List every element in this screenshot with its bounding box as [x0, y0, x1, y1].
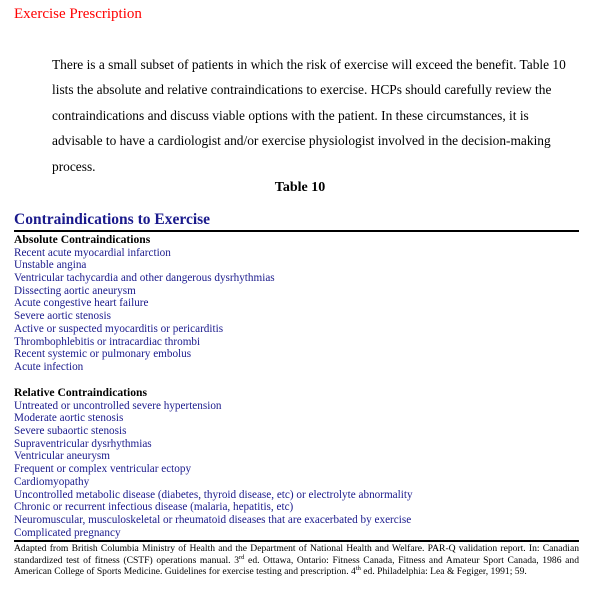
list-item: Untreated or uncontrolled severe hypertension	[14, 399, 222, 412]
list-item: Dissecting aortic aneurysm	[14, 284, 136, 297]
list-item: Neuromuscular, musculoskeletal or rheumatoid diseases that are exacerbated by exercise	[14, 513, 412, 526]
group-heading: Absolute Contraindications	[14, 233, 151, 246]
list-item: Acute infection	[14, 360, 84, 373]
source-text: ed. Ottawa, Ontario: Fitness Canada, Fitness and Amateur Sport Canada, 1986 and American College of Sports Medicine. Guidelines for exercise testing and prescription. 4	[14, 554, 579, 578]
superscript: th	[355, 565, 361, 572]
list-item: Acute congestive heart failure	[14, 297, 149, 310]
source-text: Adapted from British Columbia Ministry of Health and the Department of National Health and Welfare. PAR-Q validation report. In: Canadian standardized test of fitness (CSTF) operations manual. 3	[14, 543, 579, 566]
section-title: Exercise Prescription	[14, 6, 142, 22]
list-item: Ventricular tachycardia and other dangerous dysrhythmias	[14, 272, 275, 284]
source-text: ed. Philadelphia: Lea & Fegiger, 1991; 59.	[360, 566, 527, 578]
list-item: Unstable angina	[14, 259, 87, 272]
list-item: Recent acute myocardial infarction	[14, 246, 171, 259]
list-item: Recent systemic or pulmonary embolus	[14, 348, 192, 361]
table-caption: Table 10	[274, 180, 326, 195]
table-bottom-rule	[14, 540, 579, 542]
absolute-contraindications-group	[14, 234, 275, 374]
list-item: Cardiomyopathy	[14, 475, 90, 488]
list-item: Complicated pregnancy	[14, 526, 121, 539]
relative-contraindications-group	[14, 387, 413, 539]
list-item: Uncontrolled metabolic disease (diabetes, thyroid disease, etc) or electrolyte abnormality	[14, 488, 413, 501]
list-item: Moderate aortic stenosis	[14, 412, 124, 425]
list-item: Chronic or recurrent infectious disease (malaria, hepatitis, etc)	[14, 501, 294, 514]
list-item: Thrombophlebitis or intracardiac thrombi	[14, 335, 201, 348]
group-heading: Relative Contraindications	[14, 386, 147, 399]
table-title: Contraindications to Exercise	[14, 211, 211, 228]
list-item: Active or suspected myocarditis or pericarditis	[14, 322, 224, 335]
superscript: rd	[239, 553, 245, 561]
intro-paragraph: There is a small subset of patients in which the risk of exercise will exceed the benefit. Table 10 lists the absolute and relative contraindications to exercise. HCPs should carefully review the contraindications and discuss viable options with the patient. In these circumstances, it is advisable to have a cardiologist and/or exercise physiologist involved in the decision-making process.	[52, 57, 566, 174]
list-item: Frequent or complex ventricular ectopy	[14, 463, 192, 476]
table-top-rule	[14, 230, 579, 232]
list-item: Ventricular aneurysm	[14, 450, 110, 463]
table-source-note	[14, 543, 579, 578]
list-item: Severe aortic stenosis	[14, 310, 111, 323]
list-item: Supraventricular dysrhythmias	[14, 437, 152, 450]
list-item: Severe subaortic stenosis	[14, 425, 127, 437]
